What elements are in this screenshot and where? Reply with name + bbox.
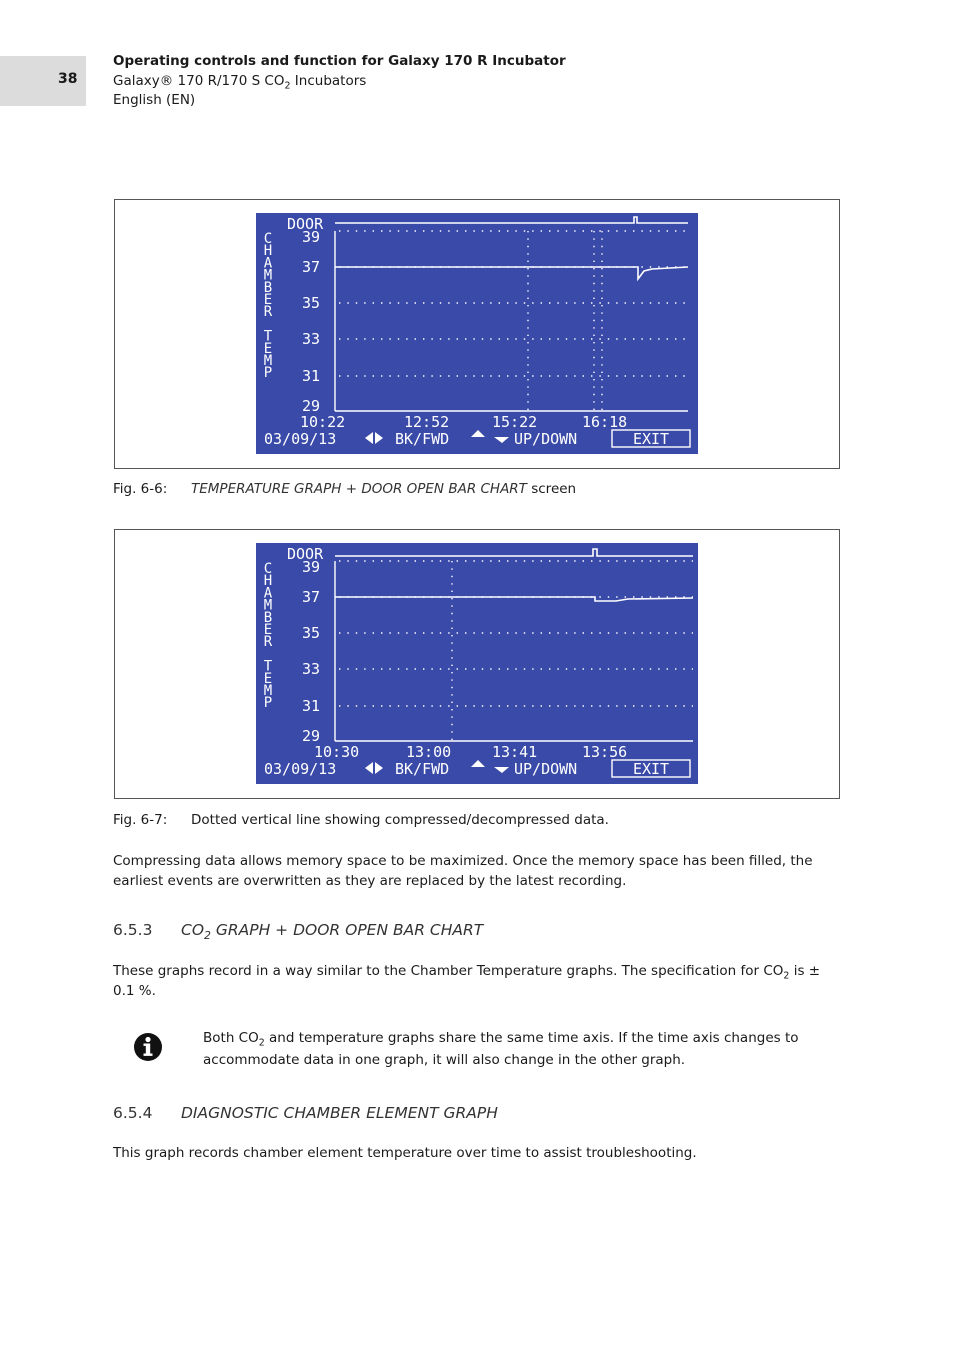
x-tick-label: 10:22 [300,413,346,431]
vertical-label-letter: P [263,695,273,712]
info-note: Both $CO_2$ and temperature graphs share the same time axis. If the time axis changes to accommodate data in one graph, it will also change in the other graph. [203,1030,799,1068]
incubator-screen-temperature-graph [256,213,698,454]
x-tick-label: 13:41 [492,743,538,761]
up-down-label: UP/DOWN [514,760,578,778]
bk-fwd-label: BK/FWD [395,760,450,778]
figure-caption-6-7: Fig. 6-7: Dotted vertical line showing compressed/decompressed data. [113,812,609,828]
vertical-label-letter: C [263,561,273,577]
y-tick-label: 37 [301,258,320,276]
figure-6-7 [114,529,840,799]
vertical-label-letter: P [263,365,273,382]
x-tick-label: 16:18 [582,413,628,431]
y-tick-label: 35 [301,624,320,642]
door-label: DOOR [287,545,324,563]
vertical-label-letter: B [263,279,273,296]
y-tick-label: 33 [301,330,320,348]
section-heading-6-5-3: 6.5.3 $CO_2$ GRAPH + DOOR OPEN BAR CHART [113,921,484,943]
y-tick-label: 31 [301,367,320,385]
exit-button-label: EXIT [632,760,670,778]
y-tick-label: 37 [301,588,320,606]
x-tick-label: 13:56 [582,743,628,761]
vertical-label-letter: M [263,597,273,614]
y-tick-label: 39 [301,228,320,246]
figure-6-6 [114,199,840,469]
running-header [113,52,566,111]
vertical-label-letter: A [263,585,273,602]
chapter-title: Operating controls and function for Galaxy 170 R Incubator [113,53,566,69]
section-heading-6-5-4: 6.5.4 DIAGNOSTIC CHAMBER ELEMENT GRAPH [113,1104,498,1122]
language: English (EN) [113,92,196,108]
vertical-label-letter: M [263,353,273,369]
door-label: DOOR [287,215,324,233]
vertical-label-letter: T [263,328,273,345]
y-tick-label: 39 [301,558,320,576]
product-line: Galaxy® 170 R/170 S $CO_2$ Incubators [113,72,367,92]
vertical-label-letter: H [263,243,273,260]
vertical-label-letter: A [263,255,273,272]
y-tick-label: 31 [301,697,320,715]
vertical-label-letter: T [263,658,273,675]
bk-fwd-label: BK/FWD [395,430,450,448]
x-tick-label: 15:22 [492,413,538,431]
vertical-label-letter: R [263,634,273,651]
y-tick-label: 29 [301,397,320,415]
vertical-label-letter: R [263,304,273,321]
incubator-screen-compressed-data [256,543,698,784]
vertical-label-letter: M [263,683,273,699]
exit-button-label: EXIT [632,430,670,448]
vertical-label-letter: E [263,622,273,638]
compression-paragraph: Compressing data allows memory space to be maximized. Once the memory space has been filled, the earliest events are overwritten as they are replaced by the latest recording. [113,853,813,889]
vertical-label-letter: M [263,267,273,284]
diagnostic-paragraph: This graph records chamber element temperature over time to assist troubleshooting. [113,1145,697,1161]
vertical-label-letter: E [263,670,273,687]
x-tick-label: 13:00 [406,743,452,761]
up-down-label: UP/DOWN [514,430,578,448]
page-number: 38 [58,71,78,87]
co2-paragraph: These graphs record in a way similar to the Chamber Temperature graphs. The specification for $CO_2$ is ± 0.1 %. [113,963,821,999]
y-tick-label: 29 [301,727,320,745]
date-label: 03/09/13 [264,760,337,778]
date-label: 03/09/13 [264,430,337,448]
x-tick-label: 12:52 [404,413,450,431]
y-tick-label: 35 [301,294,320,312]
figure-caption-6-6: Fig. 6-6: TEMPERATURE GRAPH + DOOR OPEN BAR CHART screen [113,481,577,497]
vertical-label-letter: E [263,292,273,308]
vertical-label-letter: C [263,231,273,247]
vertical-label-letter: H [263,573,273,590]
vertical-label-letter: E [263,340,273,357]
info-icon [133,1032,163,1062]
y-tick-label: 33 [301,660,320,678]
vertical-label-letter: B [263,609,273,626]
x-tick-label: 10:30 [314,743,360,761]
